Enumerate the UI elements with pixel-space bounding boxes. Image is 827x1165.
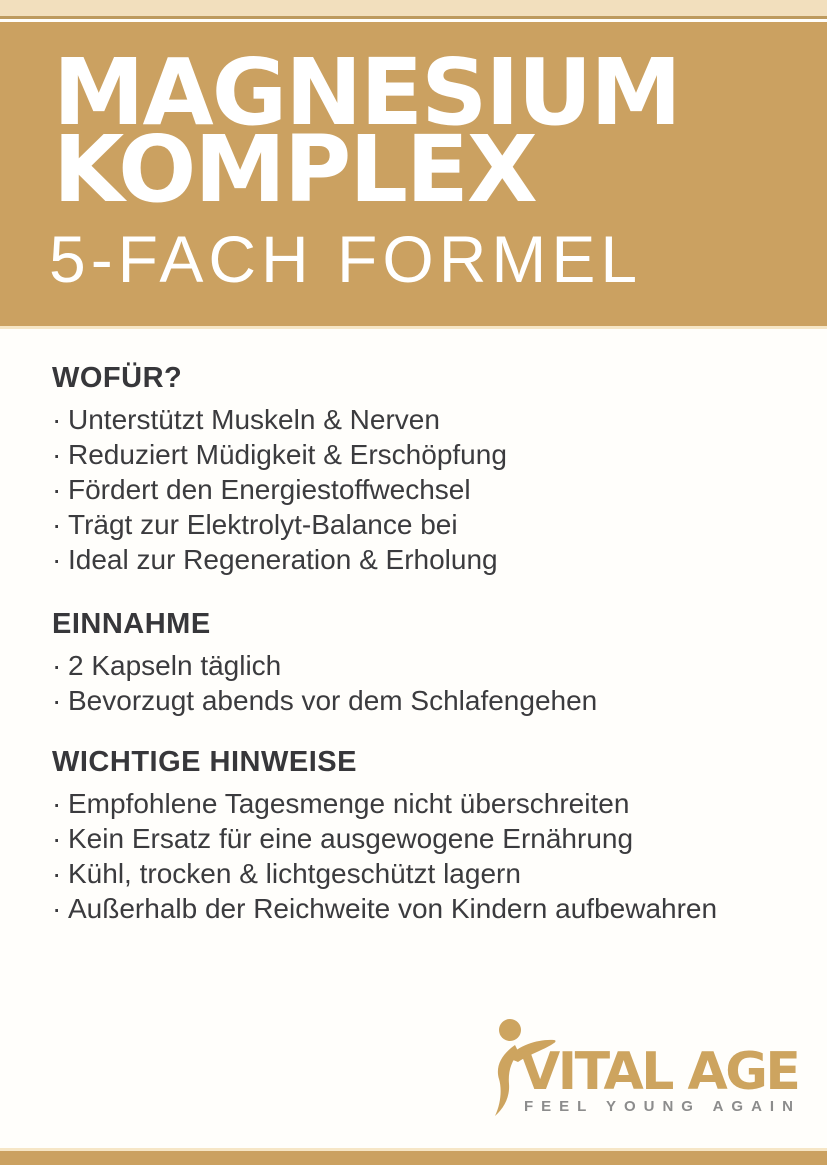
list-item-text: Trägt zur Elektrolyt-Balance bei [68,509,458,540]
product-title [53,39,680,223]
section-einnahme-list [52,648,797,718]
list-item-text: Kein Ersatz für eine ausgewogene Ernährung [68,823,634,854]
product-subtitle: 5-FACH FORMEL [49,222,643,296]
bullet-dot-icon: · [52,474,62,505]
bullet-dot-icon: · [52,893,62,924]
list-item [52,507,797,542]
section-wofur [52,360,797,577]
section-einnahme-heading: EINNAHME [52,608,211,640]
bullet-dot-icon: · [52,858,62,889]
list-item-text: Unterstützt Muskeln & Nerven [68,404,440,435]
list-item [52,856,797,891]
list-item-text: Reduziert Müdigkeit & Erschöpfung [68,439,507,470]
list-item-text: Kühl, trocken & lichtgeschützt lagern [68,858,521,889]
bullet-dot-icon: · [52,439,62,470]
bullet-dot-icon: · [52,544,62,575]
list-item-text: Fördert den Energiestoffwechsel [68,474,471,505]
list-item-text: Empfohlene Tagesmenge nicht überschreiten [68,788,630,819]
header-band [0,22,827,329]
list-item-text: Bevorzugt abends vor dem Schlafengehen [68,685,598,716]
bullet-dot-icon: · [52,685,62,716]
brand-tagline: FEEL YOUNG AGAIN [524,1098,801,1115]
section-hinweise [52,744,797,926]
list-item [52,891,797,926]
section-hinweise-list [52,786,797,926]
section-hinweise-heading: WICHTIGE HINWEISE [52,746,357,778]
list-item [52,821,797,856]
list-item [52,683,797,718]
list-item [52,402,797,437]
list-item [52,437,797,472]
bullet-dot-icon: · [52,823,62,854]
section-wofur-heading: WOFÜR? [52,362,183,394]
list-item-text: Außerhalb der Reichweite von Kindern aufbewahren [68,893,718,924]
list-item [52,472,797,507]
list-item [52,542,797,577]
bullet-dot-icon: · [52,650,62,681]
bullet-dot-icon: · [52,404,62,435]
top-cream-strip [0,0,827,19]
bottom-gold-band [0,1148,827,1165]
brand-logo [488,1010,801,1118]
section-einnahme [52,606,797,718]
list-item [52,786,797,821]
section-wofur-list [52,402,797,577]
bullet-dot-icon: · [52,788,62,819]
product-title-line2: KOMPLEX [53,116,536,223]
list-item [52,648,797,683]
product-title-line1: MAGNESIUM [53,39,680,146]
brand-name: VITAL AGE [520,1042,799,1102]
bullet-dot-icon: · [52,509,62,540]
list-item-text: 2 Kapseln täglich [68,650,282,681]
list-item-text: Ideal zur Regeneration & Erholung [68,544,498,575]
